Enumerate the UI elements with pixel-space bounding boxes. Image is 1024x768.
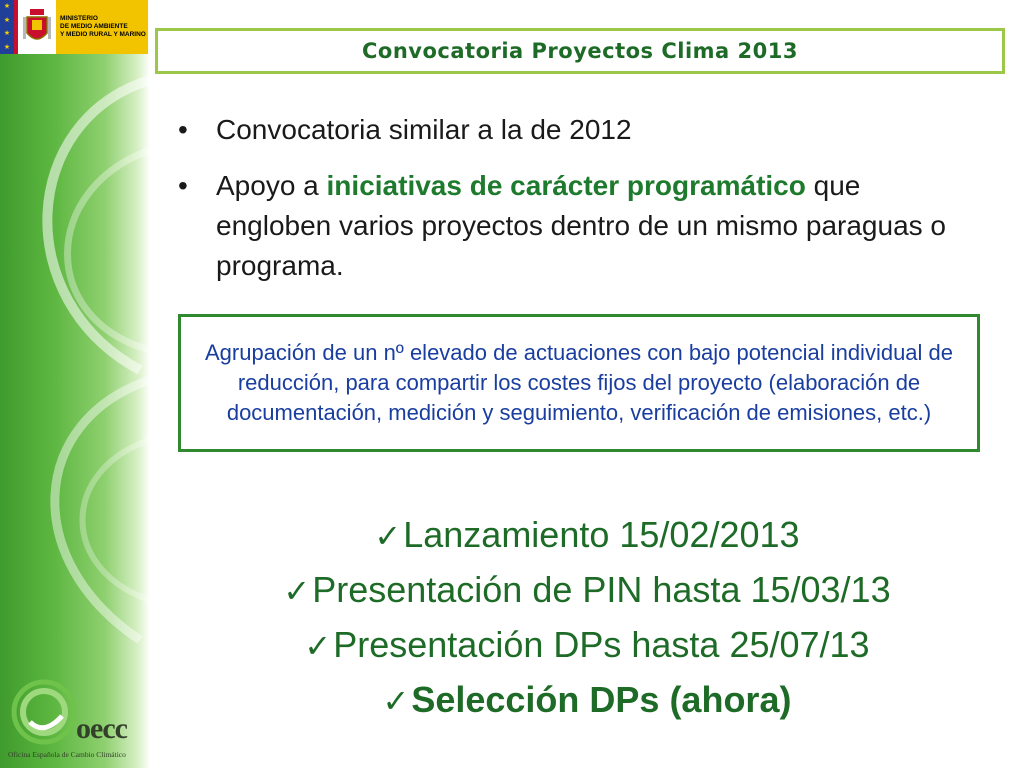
coat-of-arms-icon — [18, 0, 56, 54]
bullet-item-2-highlight: iniciativas de carácter programático — [326, 170, 806, 201]
oecc-logo-subtitle: Oficina Española de Cambio Climático — [8, 750, 126, 759]
info-box — [178, 314, 980, 452]
bullet-item-2 — [178, 166, 958, 286]
ministry-line-3: Y MEDIO RURAL Y MARINO — [60, 31, 146, 38]
milestone-pin — [150, 563, 1024, 618]
milestone-selection-text: Selección DPs (ahora) — [411, 679, 792, 720]
ministry-line-2: DE MEDIO AMBIENTE — [60, 23, 128, 30]
bullet-item-2-prefix: Apoyo a — [216, 170, 327, 201]
check-icon: ✓ — [374, 517, 402, 555]
slide-title: Convocatoria Proyectos Clima 2013 — [362, 39, 798, 63]
bullet-item-2-suffix: que engloben varios proyectos dentro de un mismo paraguas o programa. — [216, 170, 946, 281]
bullet-icon: • — [178, 114, 188, 145]
milestone-checklist — [150, 508, 1024, 728]
check-icon: ✓ — [382, 682, 410, 720]
check-icon: ✓ — [304, 627, 332, 665]
milestone-dps — [150, 618, 1024, 673]
bullet-item-1-text: Convocatoria similar a la de 2012 — [216, 114, 632, 145]
bullet-item-1 — [178, 110, 958, 150]
swirl-decoration-icon — [0, 40, 150, 680]
bullet-icon: • — [178, 170, 188, 201]
milestone-launch-text: Lanzamiento 15/02/2013 — [403, 514, 800, 555]
bullet-list — [178, 110, 958, 286]
eu-flag-icon: ★ ★ ★ ★ — [0, 0, 14, 54]
ministry-name-box — [56, 0, 148, 54]
milestone-pin-text: Presentación de PIN hasta 15/03/13 — [312, 569, 891, 610]
check-icon: ✓ — [283, 572, 311, 610]
slide-title-box — [155, 28, 1005, 74]
milestone-dps-text: Presentación DPs hasta 25/07/13 — [333, 624, 870, 665]
decorative-sidebar — [0, 0, 150, 768]
milestone-selection — [150, 673, 1024, 728]
ministry-logo — [0, 0, 148, 54]
ministry-line-1: MINISTERIO — [60, 15, 98, 22]
oecc-logo-text: oecc — [76, 712, 127, 745]
milestone-launch — [150, 508, 1024, 563]
info-box-text: Agrupación de un nº elevado de actuaciones con bajo potencial individual de reducción, para compartir los costes fijos del proyecto (elaboración de documentación, medición y seguimiento, verificación de emisiones, etc.) — [204, 340, 954, 425]
